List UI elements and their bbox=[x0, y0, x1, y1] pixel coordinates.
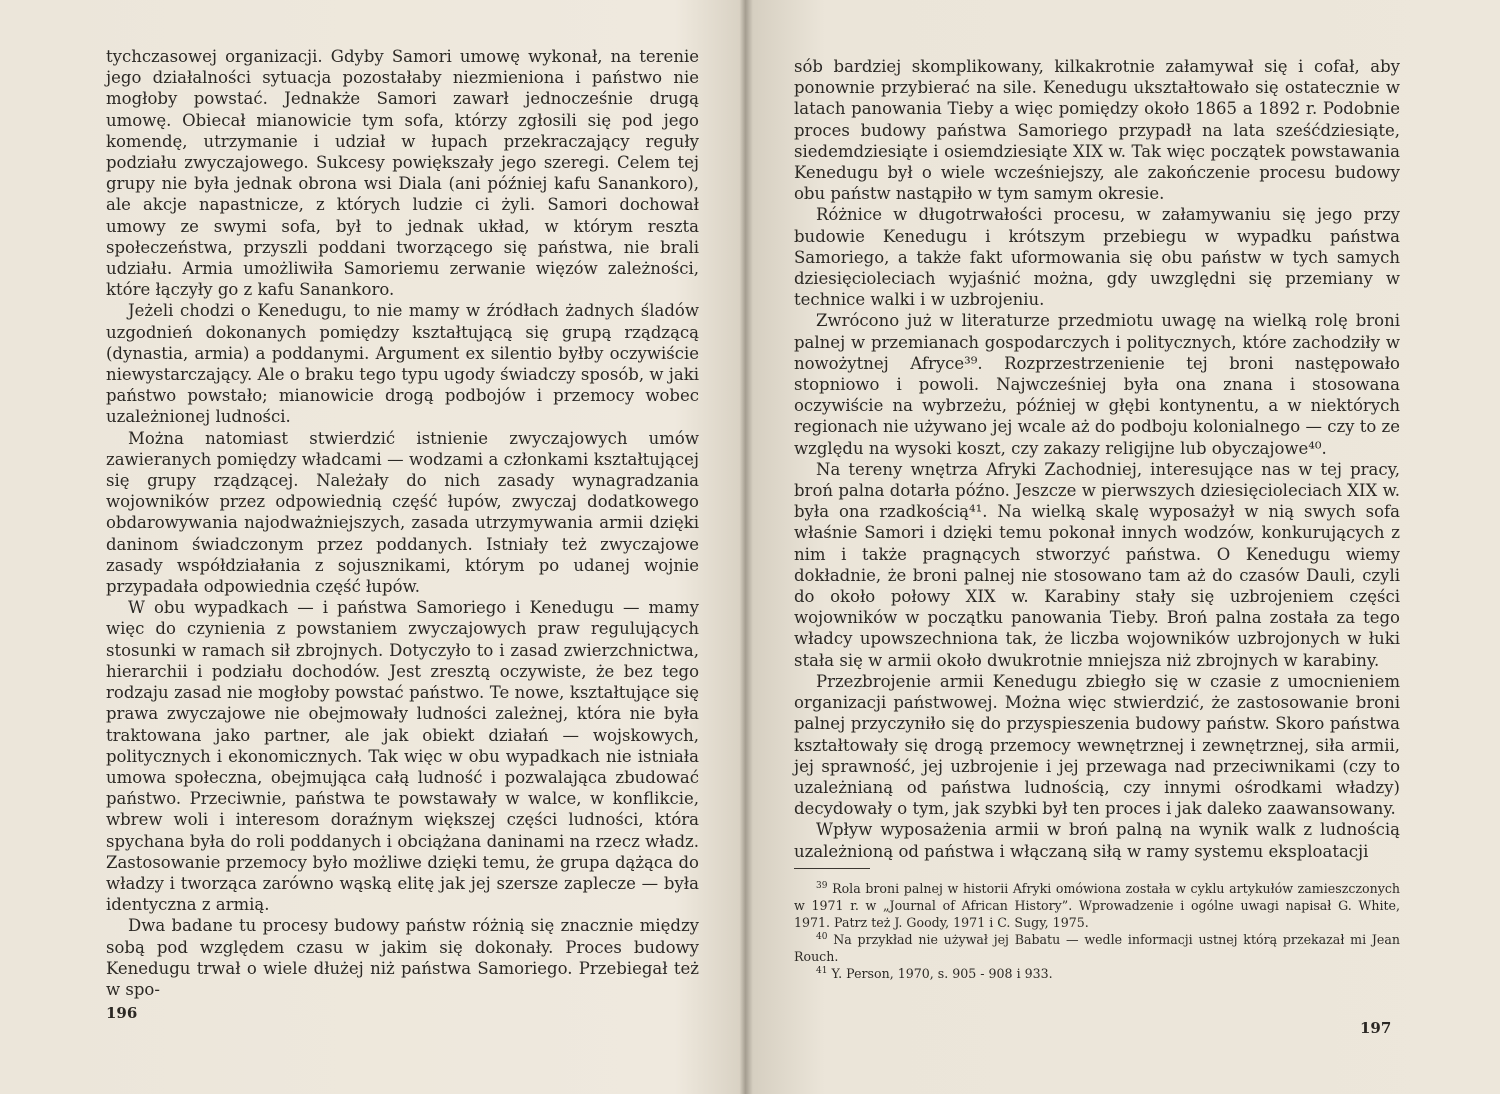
paragraph: Zwrócono już w literaturze przedmiotu uwagę na wielką rolę broni palnej w przemianach gospodarczych i politycznych, które zachodziły w nowożytnej Afryce³⁹. Rozprzestrzenienie tej broni następowało stopniowo i powoli. Najwcześniej była ona znana i stosowana oczywiście na wybrzeżu, później w głębi kontynentu, a w niektórych regionach nie używano jej wcale aż do podboju kolonialnego — czy to ze względu na wysoki koszt, czy zakazy religijne lub obyczajowe⁴⁰. bbox=[794, 311, 1400, 458]
footnote-text: Y. Person, 1970, s. 905 - 908 i 933. bbox=[831, 966, 1053, 981]
paragraph: Jeżeli chodzi o Kenedugu, to nie mamy w źródłach żadnych śladów uzgodnień dokonanych pomiędzy kształtującą się grupą rządzącą (dynastia, armia) a poddanymi. Argument ex silentio byłby oczywiście niewystarczający. Ale o braku tego typu ugody świadczy sposób, w jaki państwo powstało; mianowicie drogą podbojów i przemocy wobec uzależnionej ludności. bbox=[106, 301, 699, 427]
paragraph: tychczasowej organizacji. Gdyby Samori umowę wykonał, na terenie jego działalności sytuacja pozostałaby niezmieniona i państwo nie mogłoby powstać. Jednakże Samori zawarł jednocześnie drugą umowę. Obiecał mianowicie tym sofa, którzy zgłosili się pod jego komendę, utrzymanie i udział w łupach przekraczający reguły podziału zwyczajowego. Sukcesy powiększały jego szeregi. Celem tej grupy nie była jednak obrona wsi Diala (ani później kafu Sanankoro), ale akcje napastnicze, z których ludzie ci żyli. Samori dochował umowy ze swymi sofa, był to jednak układ, w którym reszta społeczeństwa, przyszli poddani tworzącego się państwa, nie brali udziału. Armia umożliwiła Samoriemu zerwanie więzów zależności, które łączyły go z kafu Sanankoro. bbox=[106, 47, 699, 300]
footnote-number: 39 bbox=[816, 881, 828, 891]
page-number-left: 196 bbox=[106, 1004, 138, 1022]
footnotes bbox=[794, 880, 1400, 982]
footnote-number: 41 bbox=[816, 966, 828, 976]
footnote-divider bbox=[794, 868, 870, 869]
footnote-text: Na przykład nie używał jej Babatu — wedle informacji ustnej którą przekazał mi Jean Rouch. bbox=[794, 932, 1400, 964]
paragraph: sób bardziej skomplikowany, kilkakrotnie załamywał się i cofał, aby ponownie przybierać na sile. Kenedugu ukształtowało się ostatecznie w latach panowania Tieby a więc pomiędzy około 1865 a 1892 r. Podobnie proces budowy państwa Samoriego przypadł na lata sześćdziesiąte, siedemdziesiąte i osiemdziesiąte XIX w. Tak więc początek powstawania Kenedugu był o wiele wcześniejszy, ale zakończenie procesu budowy obu państw nastąpiło w tym samym okresie. bbox=[794, 57, 1400, 204]
paragraph: Przezbrojenie armii Kenedugu zbiegło się w czasie z umocnieniem organizacji państwowej. Można więc stwierdzić, że zastosowanie broni palnej przyczyniło się do przyspieszenia budowy państw. Skoro państwa kształtowały się drogą przemocy wewnętrznej i zewnętrznej, siła armii, jej sprawność, jej uzbrojenie i jej przewaga nad przeciwnikami (czy to uzależnianą od państwa ludnością, czy innymi ośrodkami władzy) decydowały o tym, jak szybki był ten proces i jak daleko zaawansowany. bbox=[794, 671, 1400, 819]
footnote bbox=[794, 931, 1400, 965]
right-page-text bbox=[794, 56, 1400, 862]
paragraph: Można natomiast stwierdzić istnienie zwyczajowych umów zawieranych pomiędzy władcami — wodzami a członkami kształtującej się grupy rządzącej. Należały do nich zasady wynagradzania wojowników przez odpowiednią część łupów, zwyczaj dodatkowego obdarowywania najodważniejszych, zasada utrzymywania armii dzięki daninom świadczonym przez poddanych. Istniały też zwyczajowe zasady współdziałania z sojusznikami, którym po udanej wojnie przypadała odpowiednia część łupów. bbox=[106, 428, 699, 597]
footnote bbox=[794, 965, 1400, 982]
right-page bbox=[752, 0, 1500, 1094]
footnote bbox=[794, 880, 1400, 931]
paragraph: Wpływ wyposażenia armii w broń palną na wynik walk z ludnością uzależnioną od państwa i włączaną siłą w ramy systemu eksploatacji bbox=[794, 820, 1400, 861]
left-page bbox=[0, 0, 748, 1094]
page-number-right: 197 bbox=[1360, 1019, 1392, 1037]
footnote-number: 40 bbox=[816, 932, 828, 942]
paragraph: Na tereny wnętrza Afryki Zachodniej, interesujące nas w tej pracy, broń palna dotarła późno. Jeszcze w pierwszych dziesięcioleciach XIX w. była ona rzadkością⁴¹. Na wielką skalę wyposażył w nią swych sofa właśnie Samori i dzięki temu pokonał innych wodzów, konkurujących z nim i także pragnących stworzyć państwa. O Kenedugu wiemy dokładnie, że broni palnej nie stosowano tam aż do czasów Dauli, czyli do około połowy XIX w. Karabiny stały się uzbrojeniem części wojowników w początku panowania Tieby. Broń palna została za tego władcy upowszechniona tak, że liczba wojowników uzbrojonych w łuki stała się w armii około dwukrotnie mniejsza niż zbrojnych w karabiny. bbox=[794, 459, 1400, 670]
paragraph: Różnice w długotrwałości procesu, w załamywaniu się jego przy budowie Kenedugu i krótszym przebiegu w wypadku państwa Samoriego, a także fakt uformowania się obu państw w tych samych dziesięcioleciach wyjaśnić można, gdy uwzględni się przemiany w technice walki i w uzbrojeniu. bbox=[794, 205, 1400, 310]
footnote-text: Rola broni palnej w historii Afryki omówiona została w cyklu artykułów zamieszczonych w 1971 r. w „Journal of African History”. Wprowadzenie i ogólne uwagi napisał G. White, 1971. Patrz też J. Goody, 1971 i C. Sugy, 1975. bbox=[794, 881, 1400, 930]
paragraph: Dwa badane tu procesy budowy państw różnią się znacznie między sobą pod względem czasu w jakim się dokonały. Proces budowy Kenedugu trwał o wiele dłużej niż państwa Samoriego. Przebiegał też w spo- bbox=[106, 916, 699, 999]
paragraph: W obu wypadkach — i państwa Samoriego i Kenedugu — mamy więc do czynienia z powstaniem zwyczajowych praw regulujących stosunki w ramach sił zbrojnych. Dotyczyło to i zasad zwierzchnictwa, hierarchii i podziału dochodów. Jest zresztą oczywiste, że bez tego rodzaju zasad nie mogłoby powstać państwo. Te nowe, kształtujące się prawa zwyczajowe nie obejmowały ludności zależnej, która nie była traktowana jako partner, ale jak obiekt działań — wojskowych, politycznych i ekonomicznych. Tak więc w obu wypadkach nie istniała umowa społeczna, obejmująca całą ludność i pozwalająca zbudować państwo. Przeciwnie, państwa te powstawały w walce, w konflikcie, wbrew woli i interesom doraźnym większej części ludności, która spychana była do roli poddanych i obciążana daninami na rzecz władz. Zastosowanie przemocy było możliwe dzięki temu, że grupa dążąca do władzy i tworząca zarówno wąską elitę jak jej szersze zaplecze — była identyczna z armią. bbox=[106, 598, 699, 915]
left-page-text bbox=[106, 46, 699, 1000]
